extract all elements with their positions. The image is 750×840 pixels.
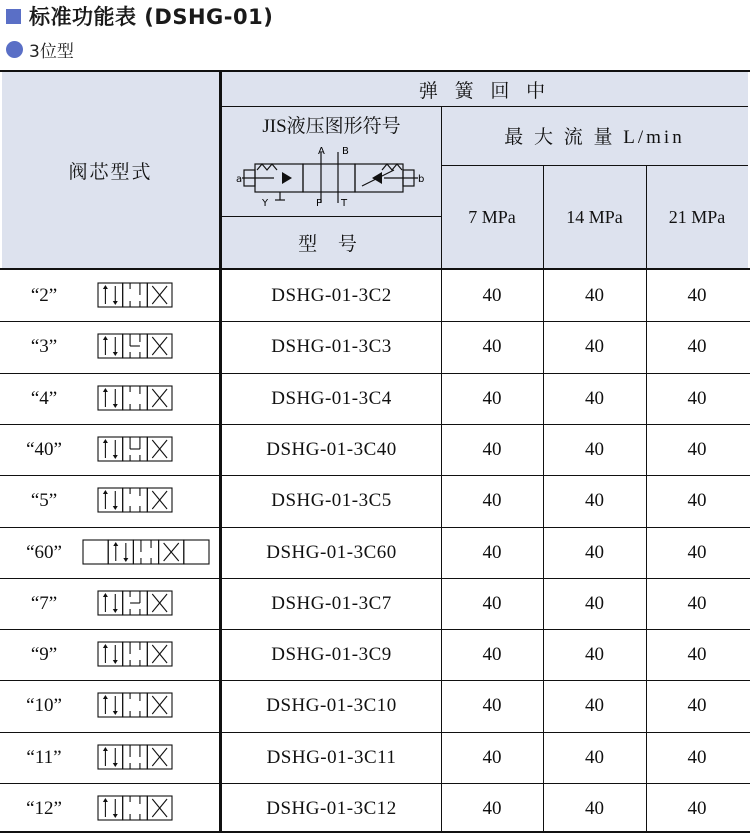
flow-value: 40 [687,643,707,665]
row-divider [0,578,750,579]
flow-value: 40 [687,284,707,306]
row-divider [0,475,750,476]
flow-value: 40 [585,746,604,768]
solenoid-b-label: b [418,174,425,185]
spool-label: “4” [30,387,58,409]
flow-value: 40 [687,592,707,614]
flow-value: 40 [585,489,604,511]
flow-value: 40 [482,797,502,819]
model-code: DSHG-01-3C40 [266,438,397,460]
spool-label: “2” [30,284,58,306]
flow-value: 40 [585,592,604,614]
flow-value: 40 [482,335,502,357]
flow-value: 40 [687,694,707,716]
model-code: DSHG-01-3C4 [271,387,392,409]
model-header: 型 号 [298,233,365,255]
model-code: DSHG-01-3C12 [266,797,397,819]
flow-value: 40 [687,541,707,563]
pressure-7-header: 7 MPa [468,206,516,227]
spring-center-header: 弹 簧 回 中 [418,80,552,102]
circle-bullet-icon [6,41,23,58]
flow-value: 40 [687,797,707,819]
flow-value: 40 [687,489,707,511]
port-p-label: P [316,198,323,209]
spool-label: “5” [30,489,58,511]
solenoid-a-label: a [236,174,243,185]
spool-symbol-icon [97,641,173,667]
spool-symbol-icon [97,795,173,821]
max-flow-header: 最 大 流 量 L/min [504,126,685,148]
jis-valve-symbol-icon [222,140,441,215]
model-code: DSHG-01-3C10 [266,694,397,716]
row-divider [0,629,750,630]
port-b-label: B [342,146,349,157]
row-divider [0,527,750,528]
spool-label: “60” [26,541,62,563]
section-subtitle: 3位型 [29,41,74,62]
flow-value: 40 [482,592,502,614]
flow-value: 40 [585,284,604,306]
square-bullet-icon [6,9,21,24]
port-t-label: T [341,198,348,209]
port-a-label: A [318,146,325,157]
flow-value: 40 [585,438,604,460]
spool-symbol-icon [97,487,173,513]
row-divider [0,732,750,733]
page-title: 标准功能表 (DSHG-01) [29,5,274,29]
flow-value: 40 [585,797,604,819]
flow-value: 40 [482,694,502,716]
spool-symbol-icon [97,385,173,411]
flow-value: 40 [482,489,502,511]
model-code: DSHG-01-3C2 [271,284,392,306]
model-code: DSHG-01-3C9 [271,643,392,665]
flow-value: 40 [482,746,502,768]
model-code: DSHG-01-3C7 [271,592,392,614]
spool-label: “40” [26,438,62,460]
spool-label: “11” [26,746,62,768]
spool-label: “3” [30,335,58,357]
flow-value: 40 [687,335,707,357]
row-divider [0,373,750,374]
row-divider [0,321,750,322]
spool-symbol-icon [97,590,173,616]
jis-symbol-header: JIS液压图形符号 [262,115,401,137]
model-code: DSHG-01-3C11 [266,746,397,768]
row-divider [0,680,750,681]
flow-value: 40 [482,643,502,665]
spool-symbol-icon [97,333,173,359]
flow-value: 40 [585,541,604,563]
row-divider [0,783,750,784]
spool-symbol-icon [97,744,173,770]
spool-label: “12” [26,797,62,819]
flow-value: 40 [585,387,604,409]
flow-value: 40 [482,541,502,563]
flow-value: 40 [482,284,502,306]
spool-symbol-icon [82,539,210,565]
spool-label: “7” [30,592,58,614]
section-heading [6,38,74,60]
pressure-14-header: 14 MPa [566,206,623,227]
model-code: DSHG-01-3C5 [271,489,392,511]
spool-symbol-icon [97,436,173,462]
port-y-label: Y [262,198,269,209]
flow-value: 40 [687,746,707,768]
row-divider [0,424,750,425]
model-code: DSHG-01-3C3 [271,335,392,357]
flow-value: 40 [687,438,707,460]
model-code: DSHG-01-3C60 [266,541,397,563]
flow-value: 40 [585,335,604,357]
spool-type-header: 阀芯型式 [68,161,153,183]
pressure-21-header: 21 MPa [668,206,726,227]
page-heading [6,4,273,28]
spool-label: “9” [30,643,58,665]
flow-value: 40 [585,643,604,665]
flow-value: 40 [687,387,707,409]
spool-label: “10” [26,694,62,716]
flow-value: 40 [482,438,502,460]
spool-symbol-icon [97,692,173,718]
flow-value: 40 [482,387,502,409]
flow-value: 40 [585,694,604,716]
spool-symbol-icon [97,282,173,308]
